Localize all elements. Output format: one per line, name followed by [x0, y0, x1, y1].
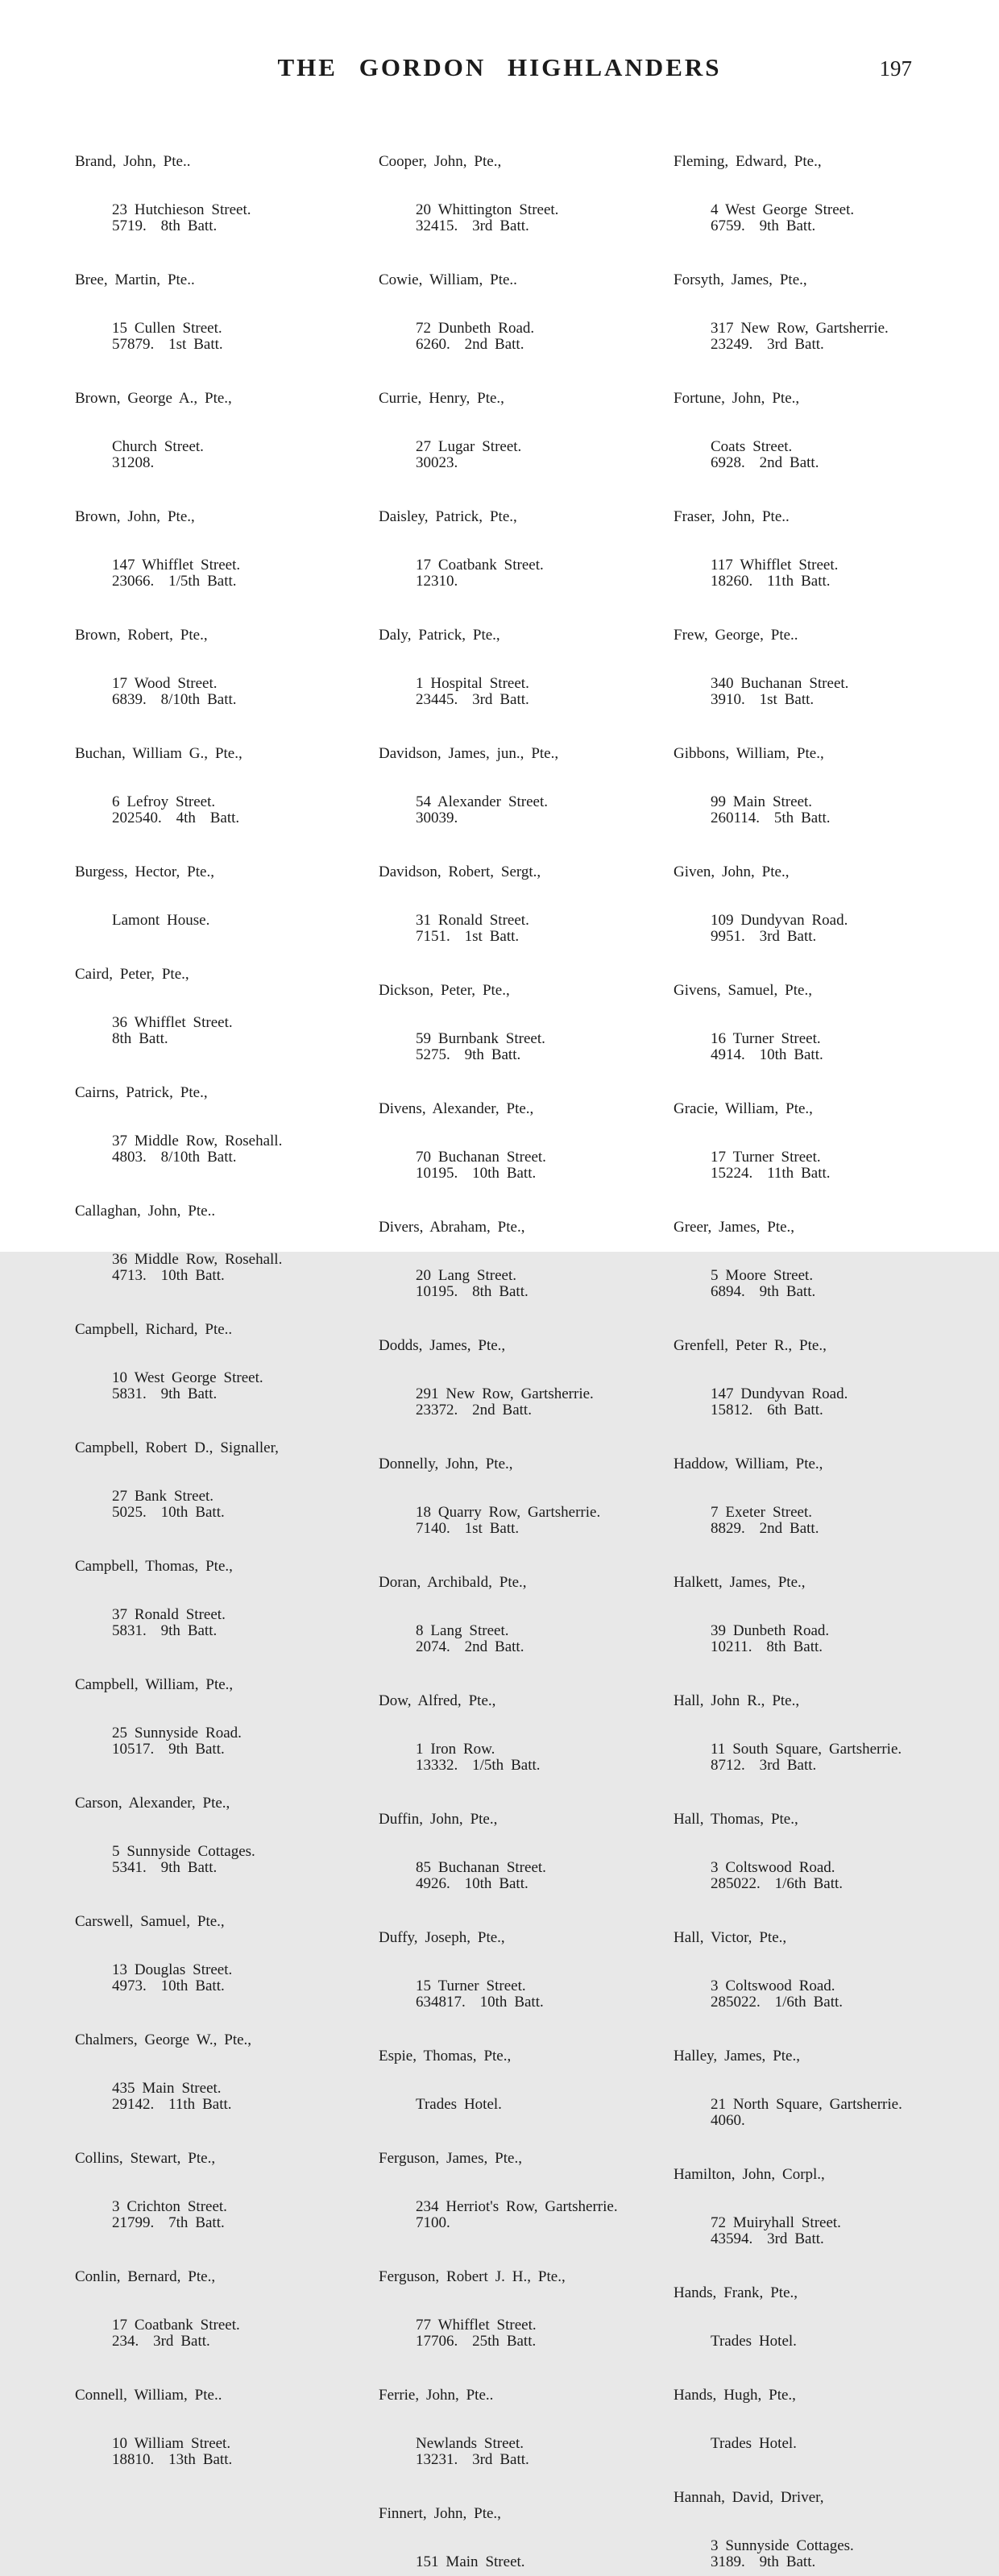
entry-detail-line: 6839. 8/10th Batt. [112, 691, 237, 708]
entry-detail-line: 30023. [416, 454, 458, 471]
entry-name: Burgess, Hector, Pte., [75, 863, 214, 880]
entry-detail-line: 7140. 1st Batt. [416, 1520, 520, 1537]
roster-entry [75, 2118, 383, 2231]
roster-entry [379, 2118, 686, 2231]
entry-detail-line: 17 Wood Street. [112, 675, 218, 692]
entry-detail-line: 13 Douglas Street. [112, 1961, 233, 1978]
entry-detail-line: 15224. 11th Batt. [711, 1165, 831, 1182]
entry-detail-line: 57879. 1st Batt. [112, 336, 223, 353]
roster-column-left [75, 122, 383, 2474]
roster-column-middle [379, 122, 686, 2576]
roster-entry [674, 1424, 981, 1537]
entry-name: Dickson, Peter, Pte., [379, 982, 510, 999]
entry-name: Frew, George, Pte.. [674, 627, 798, 644]
entry-name: Doran, Archibald, Pte., [379, 1574, 527, 1591]
entry-detail-line: 4060. [711, 2112, 745, 2129]
entry-detail-line: 3189. 9th Batt. [711, 2553, 816, 2570]
entry-name: Halkett, James, Pte., [674, 1574, 806, 1591]
entry-name: Dow, Alfred, Pte., [379, 1692, 496, 1709]
entry-detail-line: 1 Hospital Street. [416, 675, 529, 692]
entry-detail-line: 6759. 9th Batt. [711, 217, 816, 234]
entry-detail-line: 4926. 10th Batt. [416, 1875, 529, 1892]
entry-detail-line: 8712. 3rd Batt. [711, 1757, 817, 1774]
roster-entry [674, 714, 981, 826]
entry-detail-line: 20 Whittington Street. [416, 201, 559, 218]
entry-detail-line: 260114. 5th Batt. [711, 810, 831, 826]
entry-detail-line: 23249. 3rd Batt. [711, 336, 824, 353]
entry-detail-line: 109 Dundyvan Road. [711, 912, 848, 929]
entry-detail-line: 13231. 3rd Batt. [416, 2451, 529, 2468]
entry-detail-line: 27 Bank Street. [112, 1488, 214, 1505]
roster-entry [674, 2355, 981, 2452]
entry-detail-line: 7151. 1st Batt. [416, 928, 520, 945]
entry-detail-line: 21 North Square, Gartsherrie. [711, 2096, 902, 2113]
entry-detail-line: 23066. 1/5th Batt. [112, 573, 237, 590]
entry-detail-line: 435 Main Street. [112, 2080, 222, 2097]
roster-entry [674, 2016, 981, 2129]
roster-entry [379, 1424, 686, 1537]
roster-entry [674, 1779, 981, 1892]
roster-entry [674, 358, 981, 471]
roster-entry [674, 1898, 981, 2011]
entry-detail-line: 36 Whifflet Street. [112, 1014, 233, 1031]
entry-detail-line: 10517. 9th Batt. [112, 1741, 225, 1758]
entry-name: Davidson, Robert, Sergt., [379, 863, 541, 880]
entry-detail-line: 317 New Row, Gartsherrie. [711, 320, 889, 337]
roster-entry [379, 2355, 686, 2468]
roster-entry [674, 832, 981, 945]
roster-entry [379, 950, 686, 1063]
entry-detail-line: 5025. 10th Batt. [112, 1504, 225, 1521]
roster-entry [674, 2135, 981, 2247]
entry-detail-line: 13332. 1/5th Batt. [416, 1757, 541, 1774]
entry-detail-line: 634817. 10th Batt. [416, 1994, 544, 2011]
entry-detail-line: 36 Middle Row, Rosehall. [112, 1251, 283, 1268]
entry-name: Greer, James, Pte., [674, 1219, 795, 1236]
entry-detail-line: 285022. 1/6th Batt. [711, 1994, 844, 2011]
entry-detail-line: 3 Coltswood Road. [711, 1978, 835, 1994]
entry-detail-line: 10195. 10th Batt. [416, 1165, 537, 1182]
entry-detail-line: 15 Turner Street. [416, 1978, 526, 1994]
entry-detail-line: 3 Crichton Street. [112, 2198, 227, 2215]
entry-detail-line: 7100. [416, 2214, 450, 2231]
entry-detail-line: 18 Quarry Row, Gartsherrie. [416, 1504, 601, 1521]
entry-detail-line: 29142. 11th Batt. [112, 2096, 232, 2113]
entry-detail-line: 8 Lang Street. [416, 1622, 509, 1639]
entry-detail-line: 70 Buchanan Street. [416, 1149, 546, 1166]
entry-detail-line: 10195. 8th Batt. [416, 1283, 529, 1300]
entry-detail-line: 2074. 2nd Batt. [416, 1638, 524, 1655]
entry-name: Bree, Martin, Pte.. [75, 271, 195, 288]
entry-detail-line: 20 Lang Street. [416, 1267, 516, 1284]
entry-detail-line: 72 Dunbeth Road. [416, 320, 535, 337]
entry-detail-line: Trades Hotel. [711, 2333, 797, 2350]
entry-name: Donnelly, John, Pte., [379, 1456, 513, 1472]
roster-entry [379, 122, 686, 234]
entry-name: Ferguson, Robert J. H., Pte., [379, 2268, 566, 2285]
entry-name: Campbell, William, Pte., [75, 1676, 234, 1693]
entry-detail-line: 291 New Row, Gartsherrie. [416, 1385, 594, 1402]
roster-entry [75, 1882, 383, 1994]
entry-name: Duffy, Joseph, Pte., [379, 1929, 505, 1946]
entry-name: Cowie, William, Pte.. [379, 271, 517, 288]
entry-name: Brown, Robert, Pte., [75, 627, 208, 644]
entry-detail-line: 37 Middle Row, Rosehall. [112, 1133, 283, 1149]
entry-name: Fleming, Edward, Pte., [674, 153, 822, 170]
entry-detail-line: 147 Dundyvan Road. [711, 1385, 848, 1402]
entry-name: Callaghan, John, Pte.. [75, 1203, 216, 1220]
entry-detail-line: 17 Turner Street. [711, 1149, 821, 1166]
entry-name: Hall, John R., Pte., [674, 1692, 800, 1709]
entry-detail-line: 99 Main Street. [711, 793, 813, 810]
entry-name: Caird, Peter, Pte., [75, 966, 189, 983]
roster-entry [75, 2000, 383, 2113]
roster-entry [379, 2016, 686, 2113]
entry-detail-line: 21799. 7th Batt. [112, 2214, 225, 2231]
entry-detail-line: 15 Cullen Street. [112, 320, 222, 337]
roster-entry [75, 934, 383, 1047]
entry-name: Dodds, James, Pte., [379, 1337, 506, 1354]
roster-entry [379, 595, 686, 708]
entry-name: Haddow, William, Pte., [674, 1456, 823, 1472]
roster-entry [379, 1661, 686, 1774]
entry-detail-line: 39 Dunbeth Road. [711, 1622, 830, 1639]
entry-name: Conlin, Bernard, Pte., [75, 2268, 216, 2285]
entry-name: Carswell, Samuel, Pte., [75, 1913, 225, 1930]
entry-detail-line: 234. 3rd Batt. [112, 2333, 210, 2350]
entry-detail-line: 6 Lefroy Street. [112, 793, 216, 810]
roster-entry [379, 1306, 686, 1418]
entry-detail-line: 4914. 10th Batt. [711, 1046, 823, 1063]
roster-entry [75, 1053, 383, 1166]
roster-entry [674, 1306, 981, 1418]
roster-entry [379, 1898, 686, 2011]
entry-detail-line: 3910. 1st Batt. [711, 691, 815, 708]
roster-entry [379, 240, 686, 353]
entry-name: Espie, Thomas, Pte., [379, 2048, 512, 2065]
roster-entry [75, 1526, 383, 1639]
entry-detail-line: 25 Sunnyside Road. [112, 1725, 242, 1741]
entry-detail-line: 12310. [416, 573, 458, 590]
roster-entry [75, 358, 383, 471]
entry-detail-line: 8th Batt. [112, 1030, 168, 1047]
entry-name: Collins, Stewart, Pte., [75, 2150, 216, 2167]
roster-entry [674, 2253, 981, 2350]
roster-entry [379, 2237, 686, 2350]
entry-name: Hall, Thomas, Pte., [674, 1811, 798, 1828]
roster-entry [674, 477, 981, 590]
roster-entry [75, 1645, 383, 1758]
entry-name: Campbell, Robert D., Signaller, [75, 1439, 279, 1456]
entry-detail-line: 1 Iron Row. [416, 1741, 495, 1758]
entry-name: Ferrie, John, Pte.. [379, 2387, 494, 2404]
entry-name: Campbell, Thomas, Pte., [75, 1558, 233, 1575]
entry-name: Daisley, Patrick, Pte., [379, 508, 517, 525]
roster-entry [674, 2458, 981, 2570]
roster-entry [75, 2355, 383, 2468]
entry-name: Divers, Abraham, Pte., [379, 1219, 525, 1236]
entry-name: Givens, Samuel, Pte., [674, 982, 812, 999]
entry-detail-line: 117 Whifflet Street. [711, 557, 839, 574]
entry-name: Fraser, John, Pte.. [674, 508, 790, 525]
entry-detail-line: Newlands Street. [416, 2435, 524, 2452]
entry-detail-line: 23372. 2nd Batt. [416, 1402, 532, 1418]
entry-detail-line: Church Street. [112, 438, 204, 455]
entry-detail-line: 31 Ronald Street. [416, 912, 529, 929]
entry-name: Gibbons, William, Pte., [674, 745, 824, 762]
roster-entry [674, 595, 981, 708]
entry-detail-line: 32415. 3rd Batt. [416, 217, 529, 234]
entry-detail-line: 85 Buchanan Street. [416, 1859, 546, 1876]
roster-entry [674, 1543, 981, 1655]
roster-entry [75, 832, 383, 929]
entry-name: Gracie, William, Pte., [674, 1100, 813, 1117]
entry-detail-line: 15812. 6th Batt. [711, 1402, 823, 1418]
roster-entry [75, 240, 383, 353]
roster-entry [379, 1187, 686, 1300]
roster-entry [674, 122, 981, 234]
entry-detail-line: 17 Coatbank Street. [112, 2317, 240, 2334]
entry-detail-line: 5831. 9th Batt. [112, 1622, 218, 1639]
entry-name: Hands, Frank, Pte., [674, 2284, 798, 2301]
entry-name: Chalmers, George W., Pte., [75, 2031, 252, 2048]
entry-name: Brand, John, Pte.. [75, 153, 191, 170]
entry-detail-line: 340 Buchanan Street. [711, 675, 849, 692]
entry-name: Davidson, James, jun., Pte., [379, 745, 559, 762]
roster-entry [379, 832, 686, 945]
page-header [0, 0, 999, 97]
entry-name: Daly, Patrick, Pte., [379, 627, 500, 644]
entry-detail-line: 10 West George Street. [112, 1369, 263, 1386]
entry-name: Finnert, John, Pte., [379, 2505, 501, 2522]
entry-name: Currie, Henry, Pte., [379, 390, 504, 407]
entry-detail-line: 234 Herriot's Row, Gartsherrie. [416, 2198, 618, 2215]
entry-detail-line: Trades Hotel. [711, 2435, 797, 2452]
entry-name: Campbell, Richard, Pte.. [75, 1321, 233, 1338]
entry-name: Divens, Alexander, Pte., [379, 1100, 534, 1117]
roster-entry [674, 240, 981, 353]
roster-entry [75, 714, 383, 826]
entry-detail-line: 202540. 4th Batt. [112, 810, 240, 826]
entry-detail-line: 147 Whifflet Street. [112, 557, 241, 574]
entry-name: Carson, Alexander, Pte., [75, 1795, 230, 1812]
entry-detail-line: Trades Hotel. [416, 2096, 502, 2113]
entry-name: Hannah, David, Driver, [674, 2489, 824, 2506]
roster-entry [75, 1290, 383, 1402]
entry-detail-line: 151 Main Street. [416, 2553, 525, 2570]
entry-name: Brown, George A., Pte., [75, 390, 232, 407]
entry-name: Hamilton, John, Corpl., [674, 2166, 825, 2183]
entry-detail-line: 9951. 3rd Batt. [711, 928, 817, 945]
entry-name: Grenfell, Peter R., Pte., [674, 1337, 827, 1354]
page-number: 197 [879, 56, 912, 81]
entry-detail-line: 54 Alexander Street. [416, 793, 549, 810]
entry-name: Forsyth, James, Pte., [674, 271, 807, 288]
entry-name: Fortune, John, Pte., [674, 390, 800, 407]
entry-name: Cairns, Patrick, Pte., [75, 1084, 208, 1101]
entry-detail-line: Coats Street. [711, 438, 793, 455]
entry-name: Hands, Hugh, Pte., [674, 2387, 796, 2404]
entry-detail-line: 5719. 8th Batt. [112, 217, 218, 234]
roster-entry [379, 477, 686, 590]
entry-detail-line: 17706. 25th Batt. [416, 2333, 537, 2350]
entry-name: Duffin, John, Pte., [379, 1811, 498, 1828]
entry-detail-line: 30039. [416, 810, 458, 826]
roster-entry [75, 2237, 383, 2350]
roster-entry [75, 477, 383, 590]
entry-detail-line: 6260. 2nd Batt. [416, 336, 524, 353]
entry-detail-line: 4973. 10th Batt. [112, 1978, 225, 1994]
entry-detail-line: 27 Lugar Street. [416, 438, 522, 455]
entry-name: Cooper, John, Pte., [379, 153, 502, 170]
entry-detail-line: 11 South Square, Gartsherrie. [711, 1741, 902, 1758]
entry-detail-line: 72 Muiryhall Street. [711, 2214, 841, 2231]
entry-detail-line: 23445. 3rd Batt. [416, 691, 529, 708]
entry-detail-line: 10211. 8th Batt. [711, 1638, 823, 1655]
entry-name: Connell, William, Pte.. [75, 2387, 222, 2404]
entry-detail-line: 3 Sunnyside Cottages. [711, 2537, 854, 2554]
roster-entry [674, 1069, 981, 1182]
entry-detail-line: 4 West George Street. [711, 201, 855, 218]
entry-detail-line: 16 Turner Street. [711, 1030, 821, 1047]
entry-detail-line: 10 William Street. [112, 2435, 231, 2452]
entry-name: Brown, John, Pte., [75, 508, 195, 525]
roster-entry [75, 1408, 383, 1521]
roster-entry [379, 358, 686, 471]
entry-detail-line: 3 Coltswood Road. [711, 1859, 835, 1876]
roster-entry [379, 1779, 686, 1892]
entry-detail-line: 77 Whifflet Street. [416, 2317, 537, 2334]
roster-entry [379, 1543, 686, 1655]
entry-detail-line: 7 Exeter Street. [711, 1504, 813, 1521]
roster-entry [75, 1763, 383, 1876]
roster-entry [75, 595, 383, 708]
entry-detail-line: 5 Moore Street. [711, 1267, 814, 1284]
entry-detail-line: 31208. [112, 454, 155, 471]
roster-column-right [674, 122, 981, 2576]
entry-detail-line: 4713. 10th Batt. [112, 1267, 225, 1284]
entry-detail-line: 43594. 3rd Batt. [711, 2230, 824, 2247]
entry-detail-line: 5275. 9th Batt. [416, 1046, 521, 1063]
entry-name: Ferguson, James, Pte., [379, 2150, 522, 2167]
roster-entry [75, 122, 383, 234]
page-title: THE GORDON HIGHLANDERS [277, 53, 722, 81]
entry-detail-line: 18260. 11th Batt. [711, 573, 831, 590]
entry-detail-line: 59 Burnbank Street. [416, 1030, 545, 1047]
entry-detail-line: 6894. 9th Batt. [711, 1283, 816, 1300]
roster-entry [674, 1187, 981, 1300]
entry-detail-line: 4803. 8/10th Batt. [112, 1149, 237, 1166]
entry-detail-line: 5341. 9th Batt. [112, 1859, 218, 1876]
roster-entry [674, 950, 981, 1063]
roster-entry [379, 714, 686, 826]
entry-detail-line: 5831. 9th Batt. [112, 1385, 218, 1402]
entry-detail-line: 6928. 2nd Batt. [711, 454, 819, 471]
entry-detail-line: 5 Sunnyside Cottages. [112, 1843, 255, 1860]
entry-name: Halley, James, Pte., [674, 2048, 800, 2065]
roster-entry [75, 1171, 383, 1284]
entry-name: Hall, Victor, Pte., [674, 1929, 787, 1946]
entry-detail-line: 23 Hutchieson Street. [112, 201, 251, 218]
entry-detail-line: 18810. 13th Batt. [112, 2451, 233, 2468]
entry-name: Given, John, Pte., [674, 863, 790, 880]
entry-detail-line: Lamont House. [112, 912, 210, 929]
entry-detail-line: 285022. 1/6th Batt. [711, 1875, 844, 1892]
entry-detail-line: 37 Ronald Street. [112, 1606, 226, 1623]
roster-entry [379, 1069, 686, 1182]
entry-name: Buchan, William G., Pte., [75, 745, 242, 762]
entry-detail-line: 8829. 2nd Batt. [711, 1520, 819, 1537]
roster-entry [674, 1661, 981, 1774]
entry-detail-line: 17 Coatbank Street. [416, 557, 544, 574]
roster-entry [379, 2474, 686, 2570]
